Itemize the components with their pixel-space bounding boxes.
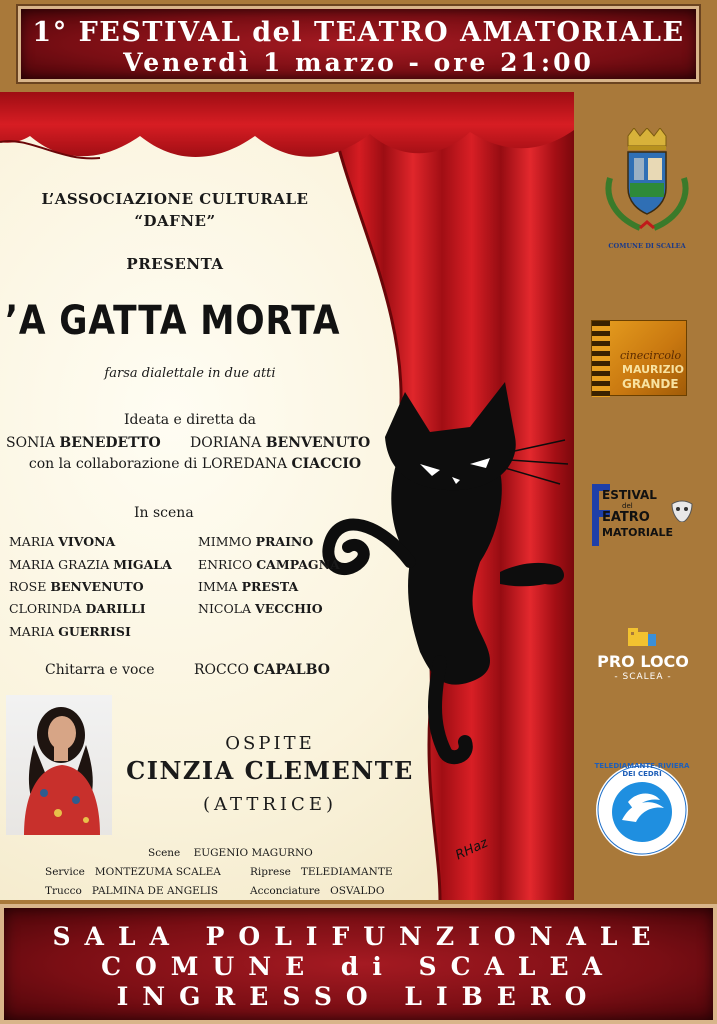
cast-member: ENRICO CAMPAGNA (198, 557, 340, 572)
artist-signature: RHaz (453, 835, 491, 864)
proloco-logo (588, 624, 698, 688)
play-subtitle: farsa dialettale in due atti (104, 366, 276, 381)
cast-member: MIMMO PRAINO (198, 534, 314, 549)
cast-member: ROSE BENVENUTO (9, 579, 144, 594)
telediamante-caption: TELEDIAMANTE-RIVIERA DEI CEDRI (594, 762, 690, 778)
cinecircolo-grande: GRANDE (622, 377, 679, 391)
play-title: ’A GATTA MORTA (5, 298, 341, 344)
guest-label: OSPITE (225, 733, 315, 754)
festival-logo (590, 480, 696, 552)
credit-riprese: Riprese TELEDIAMANTE (250, 866, 393, 878)
footer-banner (0, 904, 717, 1024)
proloco-town: - SCALEA - (614, 672, 672, 682)
festival-title: 1° FESTIVAL del TEATRO AMATORIALE (32, 17, 685, 48)
festival-word-3: EATRO (602, 510, 650, 525)
presents-label: PRESENTA (126, 255, 224, 273)
comune-caption: COMUNE DI SCALEA (608, 242, 686, 250)
credit-service: Service MONTEZUMA SCALEA (45, 866, 221, 878)
association-name: “DAFNE” (134, 212, 216, 230)
venue-line: SALA POLIFUNZIONALE (52, 922, 665, 951)
cast-member: MARIA GRAZIA MIGALA (9, 557, 172, 572)
cast-member: CLORINDA DARILLI (9, 601, 146, 616)
cast-heading: In scena (134, 505, 194, 521)
cast-member: MARIA VIVONA (9, 534, 116, 549)
guest-photo (6, 695, 112, 835)
cinecircolo-logo (591, 320, 687, 396)
cinecircolo-maurizio: MAURIZIO (622, 363, 685, 376)
collaboration-line: con la collaborazione di LOREDANA CIACCIO (28, 456, 362, 472)
municipality-line: COMUNE di SCALEA (101, 952, 616, 981)
sponsor-strip (578, 92, 717, 900)
music-label: Chitarra e voce (45, 662, 155, 678)
guest-name: CINZIA CLEMENTE (126, 756, 414, 785)
comune-scalea-logo (590, 128, 704, 258)
telediamante-logo (592, 760, 692, 860)
directed-by-label: Ideata e diretta da (123, 412, 257, 428)
header-banner (18, 6, 699, 82)
music-performer: ROCCO CAPALBO (194, 662, 330, 678)
credit-acconciature: Acconciature OSVALDO (250, 885, 385, 897)
festival-word-2: del (622, 502, 633, 510)
town-houses-icon (626, 624, 660, 648)
director-1: SONIA BENEDETTO (6, 435, 161, 451)
cast-member: MARIA GUERRISI (9, 624, 131, 639)
coat-of-arms-icon (590, 128, 704, 240)
guest-role: (ATTRICE) (203, 794, 337, 815)
credit-scene: Scene EUGENIO MAGURNO (148, 847, 313, 859)
cast-member: NICOLA VECCHIO (198, 601, 323, 616)
proloco-name: PRO LOCO (597, 652, 689, 671)
admission-line: INGRESSO LIBERO (116, 982, 601, 1011)
film-strip-icon (592, 321, 610, 397)
director-2: DORIANA BENVENUTO (190, 435, 371, 451)
festival-word-1: ESTIVAL (602, 488, 657, 502)
credit-trucco: Trucco PALMINA DE ANGELIS (45, 885, 219, 897)
stage-area (0, 92, 574, 900)
event-date: Venerdì 1 marzo - ore 21:00 (123, 48, 594, 77)
theatre-mask-icon (670, 500, 694, 522)
association-line1: L’ASSOCIAZIONE CULTURALE (41, 190, 309, 208)
cast-member: IMMA PRESTA (198, 579, 299, 594)
cinecircolo-word: cinecircolo (620, 349, 682, 362)
festival-word-4: MATORIALE (602, 526, 674, 539)
